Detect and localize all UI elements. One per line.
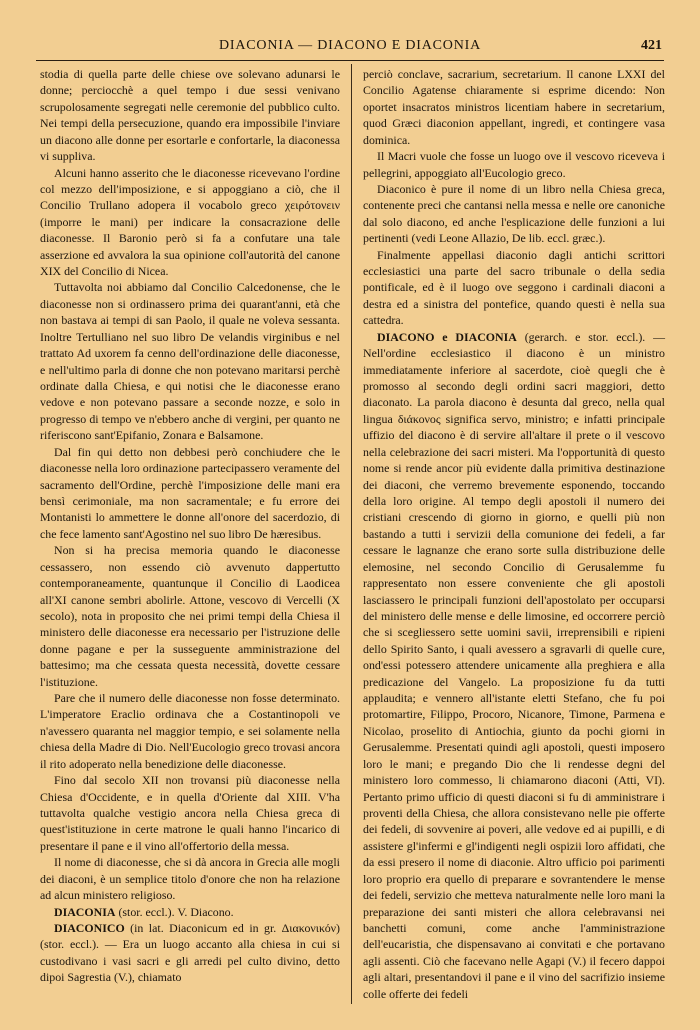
dictionary-entry [40,920,340,986]
page-number: 421 [641,38,662,53]
body-paragraph: Il nome di diaconesse, che si dà ancora in Grecia alle mogli dei diaconi, è un semplice titolo d'onore che non ha relazione ad alcun ministero religioso. [40,855,340,903]
body-paragraph: Dal fin qui detto non debbesi però conchiudere che le diaconesse nella loro ordinazione partecipassero veramente del sacramento dell'Ordine, perchè l'imposizione delle mani era bensì cerimoniale, ma non sacramentale; e fu errore dei Montanisti lo ammettere le donne all'onore del sacerdozio, di che fece lamento sant'Agostino nel suo libro De hæresibus. [40,444,340,541]
entry-text: (in lat. Diaconicum ed in gr. Διακονικόν) (stor. eccl.). — Era un luogo accanto alla chiesa in cui si custodivano i vasi sacri e gli arredi pel culto divino, detto dipoi Sagrestia (V.), chiamato [40,920,341,985]
column-divider [351,64,352,1004]
entry-heading: DIACONO e DIACONIA [377,329,517,344]
left-column [40,66,340,986]
body-paragraph: Fino dal secolo XII non trovansi più diaconesse nella Chiesa d'Occidente, e in quella d'Oriente dal XIII. V'ha tuttavolta qualche vestigio ancora nella Chiesa greca di quest'istituzione in certe matrone le quali hanno l'incarico di presentare il pane e il vino all'offertorio della messa. [40,773,340,853]
body-paragraph: Tuttavolta noi abbiamo dal Concilio Calcedonense, che le diaconesse non si ordinassero prima dei quarant'anni, età che non bastava ai tempi di san Paolo, il quale ne voleva sessanta. Inoltre Tertulliano nel suo libro De velandis virginibus e nel trattato Ad uxorem fa cenno dell'ordinazione delle diaconesse, e nell'ultimo parla di donne che non potevano maritarsi perchè ordinate dalla Chiesa, e qui notisi che le diaconesse erano vedove e non potevano passare a seconde nozze, e solo in progresso di tempo ve n'ebbero anche di vergini, per quanto ne riferiscono sant'Epifanio, Zonara e Balsamone. [40,280,340,443]
right-column [363,66,665,1002]
body-paragraph: Il Macri vuole che fosse un luogo ove il vescovo riceveva i pellegrini, appoggiato all'Eucologio greco. [363,149,665,180]
dictionary-entry [40,904,340,920]
page-header [36,34,664,61]
body-paragraph: Finalmente appellasi diaconio dagli antichi scrittori ecclesiastici una parte del sacro tribunale o della sedia pontificale, ed è il luogo ove seggono i cardinali diaconi a destra ed a sinistra del pontefice, quando questi è nella sua cattedra. [363,247,665,328]
entry-heading: DIACONIA [54,904,116,919]
body-paragraph: Diaconico è pure il nome di un libro nella Chiesa greca, contenente preci che cantansi nella messa e nelle ore canoniche dal solo diacono, ed anche l'esplicazione delle funzioni a lui pertinenti (vedi Leone Allazio, De lib. eccl. græc.). [363,181,665,246]
body-paragraph: perciò conclave, sacrarium, secretarium. Il canone LXXI del Concilio Agatense chiaramente si esprime dicendo: Non oportet insacratos ministros licentiam habere in secretarium, quod Græci diaconion appellant, ingredi, et contingere vasa dominica. [363,67,665,147]
body-paragraph: Alcuni hanno asserito che le diaconesse ricevevano l'ordine col mezzo dell'imposizione, e si appoggiano a ciò, che il Concilio Trullano adopera il vocabolo greco χειρότονειν (imporre le mani) per indicare la consacrazione delle diaconesse. Il Baronio però si fa a confutare una tale asserzione ed avvalora la sua opinione coll'autorità del canone XIX del Concilio di Nicea. [40,165,340,279]
body-paragraph: stodia di quella parte delle chiese ove solevano adunarsi le donne; perciocchè a quel tempo i due sessi venivano scrupolosamente segregati nelle ceremonie del pubblico culto. Nei tempi della persecuzione, quando era impossibile l'inviare un diacono alle donne per esortarle e confortarle, la diaconessa vi suppliva. [40,67,340,164]
entry-heading: DIACONICO [54,920,125,935]
running-head: DIACONIA — DIACONO E DIACONIA [219,38,481,53]
dictionary-entry [363,329,665,1002]
body-paragraph: Pare che il numero delle diaconesse non fosse determinato. L'imperatore Eraclio ordinava che a Costantinopoli ve n'avessero quaranta nel maggior tempio, e sei solamente nella chiesa della Madre di Dio. Nell'Eucologio greco trovasi ancora il rito adoperato nella benedizione delle diaconesse. [40,691,340,771]
body-paragraph: Non si ha precisa memoria quando le diaconesse cessassero, non essendo ciò avvenuto dappertutto contemporaneamente, quantunque il Concilio di Laodicea all'XI canone sembri abolirle. Attone, vescovo di Vercelli (X secolo), nota in proposito che nei primi tempi della Chiesa il ministero delle diaconesse era necessario per l'istruzione delle donne pagane e per la susseguente amministrazione del battesimo; ma che cessata questa necessità, dovette cessare l'istituzione. [40,543,340,689]
entry-text: (stor. eccl.). V. Diacono. [118,904,234,919]
entry-text: (gerarch. e stor. eccl.). — Nell'ordine ecclesiastico il diacono è un ministro immediatamente inferiore al sacerdote, cioè quegli che è promosso al secondo degli ordini sacri maggiori, detto diaconato. La parola diacono è desunta dal greco, nella qual lingua διάκονος significa servo, ministro; e infatti principale uffizio del diacono è di servire all'altare il prete o il vescovo nella celebrazione dei sacri misteri. Ma l'opportunità di questo nome si rende ancor più evidente dalla primitiva destinazione dei diaconi, che verremo brevemente esponendo, toccando della loro origine. Al tempo degli apostoli il numero dei cristiani crescendo di giorno in giorno, e quelli più non bastando a tutti i servizii della comunione dei fedeli, a far cessare le lagnanze che erano sorte sulla distribuzione delle elemosine, nel secondo Concilio di Gerusalemme fu rappresentato non essere conveniente che gli apostoli lasciassero le principali funzioni dell'apostolato per occuparsi del ministero delle mense e delle limosine, ed occorrere perciò che si scegliessero sette uomini savii, irreprensibili e ripieni dello Spirito Santo, i quali avessero a sgravarli di quelle cure, ond'essi potessero attendere unicamente alla preghiera e alla predicazione del Vangelo. La proposizione fu da tutti applaudita; e vennero all'istante eletti Stefano, che fu poi protomartire, Filippo, Procoro, Nicanore, Timone, Parmena e Nicolao, proselito di Antiochia, giunto da pochi giorni in Gerusalemme. Presentati quindi agli apostoli, questi imposero loro le mani; e pregando Dio che li rendesse degni del ministero loro commesso, li chiamarono diaconi (Atti, VI). Pertanto primo ufficio di questi diaconi si fu di amministrare i proventi della Chiesa, che allora consistevano nelle pie offerte dei fedeli, di sovvenire ai poveri, alle vedove ed ai pupilli, e di assistere gl'infermi e gl'indigenti negli ospizii loro affidati, che da essi presero il nome di diaconie. Altro ufficio poi parimenti loro proprio era quello di preparare e sovrantendere le mense dei fedeli, servizio che metteva naturalmente nelle loro mani la preparazione dei santi misteri che allora celebravansi nei banchetti comuni, come anche l'amministrazione dell'eucaristia, che dispensavano ai convitati e che portavano agli assenti. Ciò che facevano nelle Agapi (V.) il fecero dappoi agli altari, presentandovi il pane e il vino del sacrifizio insieme colle offerte dei fedeli [363,329,666,1001]
